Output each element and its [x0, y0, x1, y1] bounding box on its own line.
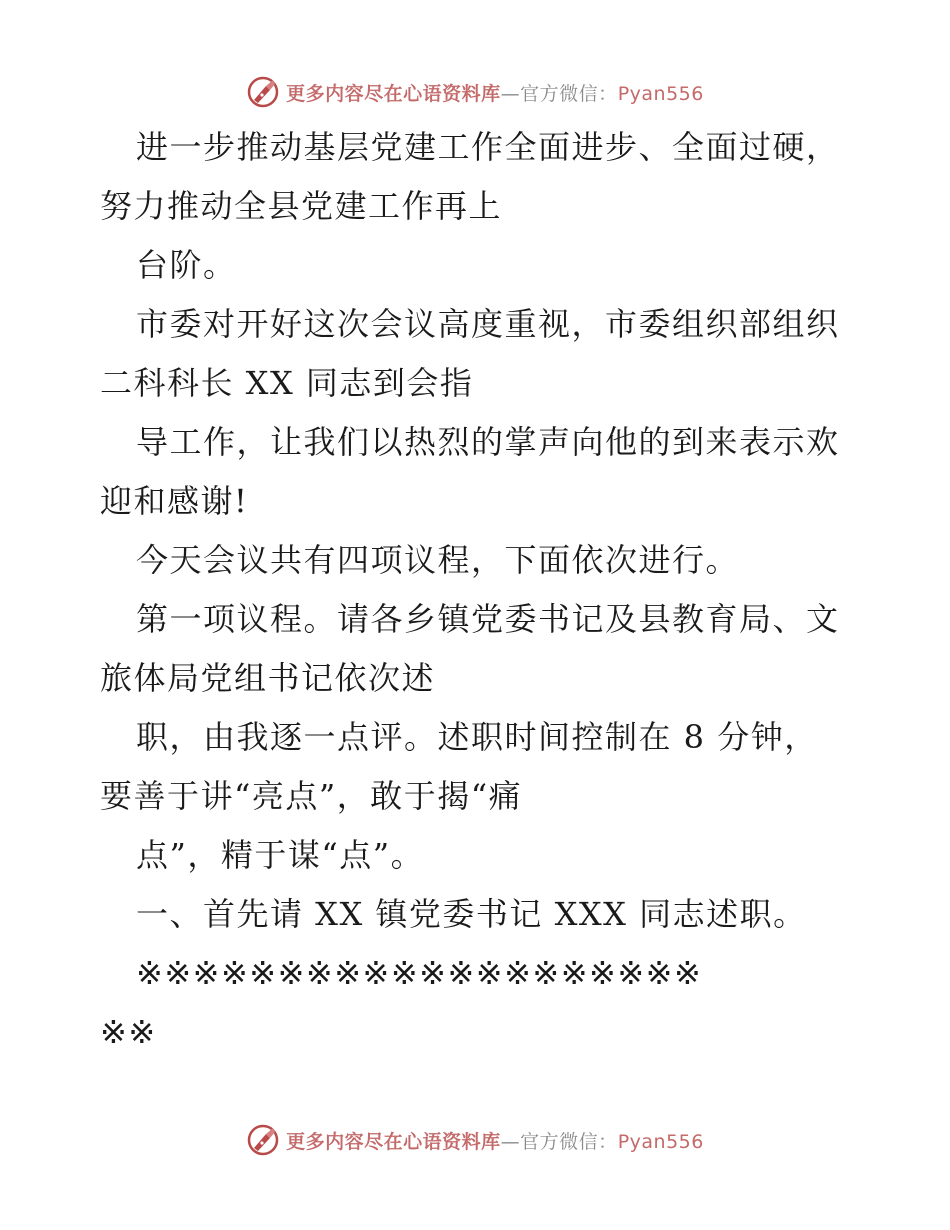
pen-nib-circle-icon — [246, 1123, 280, 1157]
watermark-official-label: 官方微信： — [520, 1130, 618, 1153]
text-line: 点”，精于谋“点”。 — [136, 836, 425, 874]
header-watermark — [0, 72, 950, 112]
text-line: ※※ — [100, 1013, 157, 1051]
text-line: 导工作，让我们以热烈的掌声向他的到来表示欢 — [136, 423, 840, 461]
watermark-text — [286, 79, 704, 106]
text-line: 职，由我逐一点评。述职时间控制在 8 分钟， — [136, 718, 818, 756]
text-line: 一、首先请 XX 镇党委书记 XXX 同志述职。 — [136, 895, 807, 933]
watermark-dash: — — [500, 82, 521, 105]
watermark-brand: 更多内容尽在心语资料库 — [286, 82, 501, 105]
document-body — [100, 118, 860, 1062]
text-line: 今天会议共有四项议程，下面依次进行。 — [136, 541, 740, 579]
text-line: 要善于讲“亮点”，敢于揭“痛 — [100, 777, 523, 815]
text-line: 台阶。 — [136, 246, 237, 284]
watermark-wechat-id: Pyan556 — [617, 1130, 704, 1153]
watermark-brand: 更多内容尽在心语资料库 — [286, 1130, 501, 1153]
watermark-wechat-id: Pyan556 — [617, 82, 704, 105]
text-line: 旅体局党组书记依次述 — [100, 659, 436, 697]
watermark-text — [286, 1127, 704, 1154]
text-line: 第一项议程。请各乡镇党委书记及县教育局、文 — [136, 600, 840, 638]
watermark-dash: — — [500, 1130, 521, 1153]
text-line: 二科科长 XX 同志到会指 — [100, 364, 474, 402]
text-line: ※※※※※※※※※※※※※※※※※※※※ — [136, 954, 703, 992]
text-line: 迎和感谢! — [100, 482, 249, 520]
footer-watermark — [0, 1120, 950, 1160]
text-line: 努力推动全县党建工作再上 — [100, 187, 503, 225]
text-line: 市委对开好这次会议高度重视，市委组织部组织 — [136, 305, 840, 343]
watermark-official-label: 官方微信： — [520, 82, 618, 105]
text-line: 进一步推动基层党建工作全面进步、全面过硬， — [136, 128, 840, 166]
pen-nib-circle-icon — [246, 75, 280, 109]
